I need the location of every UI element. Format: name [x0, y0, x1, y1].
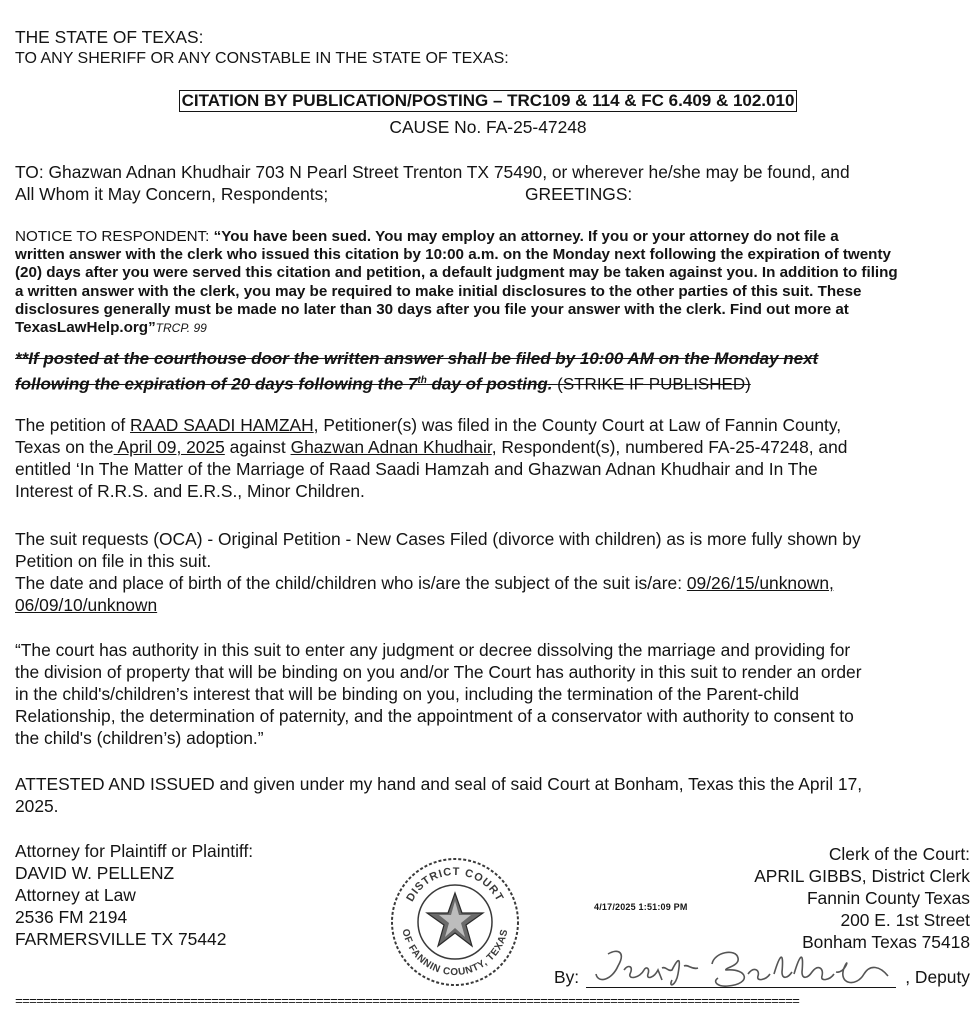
authority-text: in the child's/children’s interest that will be binding on you, including the termination of the Parent-child	[15, 684, 800, 704]
posting-instruction	[15, 348, 818, 396]
petition-text: Interest of R.R.S. and E.R.S., Minor Children.	[15, 481, 365, 501]
notice-text: a written answer with the clerk, you may be required to make initial disclosures to the other parties of this suit. These	[15, 282, 862, 300]
authority-text: the division of property that will be binding on you and/or The Court has authority in this suit to render an order	[15, 662, 862, 682]
authority-text: Relationship, the determination of paternity, and the appointment of a conservator with authority to consent to	[15, 706, 854, 726]
clerk-name: APRIL GIBBS, District Clerk	[754, 866, 970, 886]
attested-text: ATTESTED AND ISSUED and given under my hand and seal of said Court at Bonham, Texas this the April 17,	[15, 774, 863, 794]
court-seal	[388, 855, 522, 989]
respondent-name: Ghazwan Adnan Khudhair	[290, 437, 492, 457]
clerk-address: 200 E. 1st Street	[840, 910, 970, 930]
handwritten-signature	[588, 944, 898, 994]
by-label: By:	[554, 967, 580, 987]
deputy-label: , Deputy	[905, 967, 970, 987]
petition-text: Texas on the	[15, 437, 114, 457]
whom-concern: All Whom it May Concern, Respondents;	[15, 184, 329, 204]
filing-date: April 09, 2025	[113, 437, 225, 457]
to-line-2	[15, 183, 633, 205]
petition-text: against	[224, 437, 291, 457]
authority-text: “The court has authority in this suit to enter any judgment or decree dissolving the marriage and providing for	[15, 640, 851, 660]
attorney-name: DAVID W. PELLENZ	[15, 863, 175, 883]
notice-text: “You have been sued. You may employ an attorney. If you or your attorney do not file a	[213, 228, 839, 245]
addressee-header: TO ANY SHERIFF OR ANY CONSTABLE IN THE STATE OF TEXAS:	[15, 50, 509, 67]
suit-text: The suit requests (OCA) - Original Petition - New Cases Filed (divorce with children) as is more fully shown by	[15, 529, 861, 549]
notice-to-respondent	[15, 228, 970, 337]
seal-top-text: DISTRICT COURT	[404, 865, 506, 904]
attorney-address: FARMERSVILLE TX 75442	[15, 929, 227, 949]
clerk-block	[754, 843, 970, 953]
attorney-address: 2536 FM 2194	[15, 907, 128, 927]
notice-text: (20) days after you were served this citation and petition, a default judgment may be taken against you. In addition to filing	[15, 264, 898, 282]
posting-line: following the expiration of 20 days following the 7	[15, 374, 418, 394]
notice-text: written answer with the clerk who issued this citation by 10:00 a.m. on the Monday next following the expiration of twenty	[15, 246, 891, 264]
authority-text: the child's (children’s) adoption.”	[15, 728, 264, 748]
citation-title-row	[0, 90, 976, 112]
attorney-block	[15, 840, 253, 950]
petition-text: entitled ‘In The Matter of the Marriage of Raad Saadi Hamzah and Ghazwan Adnan Khudhair and In The	[15, 459, 818, 479]
clerk-heading: Clerk of the Court:	[828, 844, 970, 864]
notice-text: disclosures generally must be made no later than 30 days after you file your answer with the clerk. Find out more at	[15, 300, 849, 318]
clerk-county: Fannin County Texas	[806, 888, 970, 908]
greetings: GREETINGS:	[525, 184, 633, 204]
double-rule-divider: ================================================================================================================	[15, 995, 800, 1008]
state-header: THE STATE OF TEXAS:	[15, 27, 204, 47]
child-birth-info: 09/26/15/unknown,	[686, 573, 834, 593]
signature-graphic	[588, 944, 898, 994]
strike-if-published: (STRIKE IF PUBLISHED)	[557, 374, 751, 394]
clerk-address: Bonham Texas 75418	[802, 932, 970, 952]
attorney-title: Attorney at Law	[15, 885, 136, 905]
petition-text: The petition of	[15, 415, 131, 435]
notice-label: NOTICE TO RESPONDENT:	[15, 228, 214, 245]
suit-text: The date and place of birth of the child/children who is/are the subject of the suit is/are:	[15, 573, 687, 593]
superscript: th	[417, 375, 427, 386]
petition-paragraph	[15, 414, 847, 502]
petitioner-name: RAAD SAADI HAMZAH	[130, 415, 314, 435]
authority-paragraph	[15, 639, 862, 749]
attorney-heading: Attorney for Plaintiff or Plaintiff:	[15, 841, 254, 861]
suit-paragraph	[15, 528, 861, 616]
petition-text: , Petitioner(s) was filed in the County Court at Law of Fannin County,	[313, 415, 842, 435]
seal-graphic	[388, 855, 522, 989]
attested-paragraph	[15, 773, 862, 817]
citation-title: CITATION BY PUBLICATION/POSTING – TRC109 & 114 & FC 6.409 & 102.010	[179, 90, 798, 112]
to-line: TO: Ghazwan Adnan Khudhair 703 N Pearl Street Trenton TX 75490, or wherever he/she may be found, and	[15, 162, 850, 182]
posting-line: day of posting.	[426, 374, 558, 394]
filing-timestamp: 4/17/2025 1:51:09 PM	[594, 902, 688, 912]
seal-bottom-text: OF FANNIN COUNTY, TEXAS	[399, 927, 511, 979]
suit-text: Petition on file in this suit.	[15, 551, 212, 571]
attested-text: 2025.	[15, 796, 59, 816]
posting-line: **If posted at the courthouse door the written answer shall be filed by 10:00 AM on the Monday next	[15, 349, 819, 368]
notice-text: TexasLawHelp.org”	[15, 319, 156, 337]
child-birth-info: 06/09/10/unknown	[15, 595, 158, 615]
petition-text: , Respondent(s), numbered FA-25-47248, and	[491, 437, 848, 457]
rule-reference: TRCP. 99	[155, 321, 207, 336]
cause-number: CAUSE No. FA-25-47248	[389, 117, 587, 137]
